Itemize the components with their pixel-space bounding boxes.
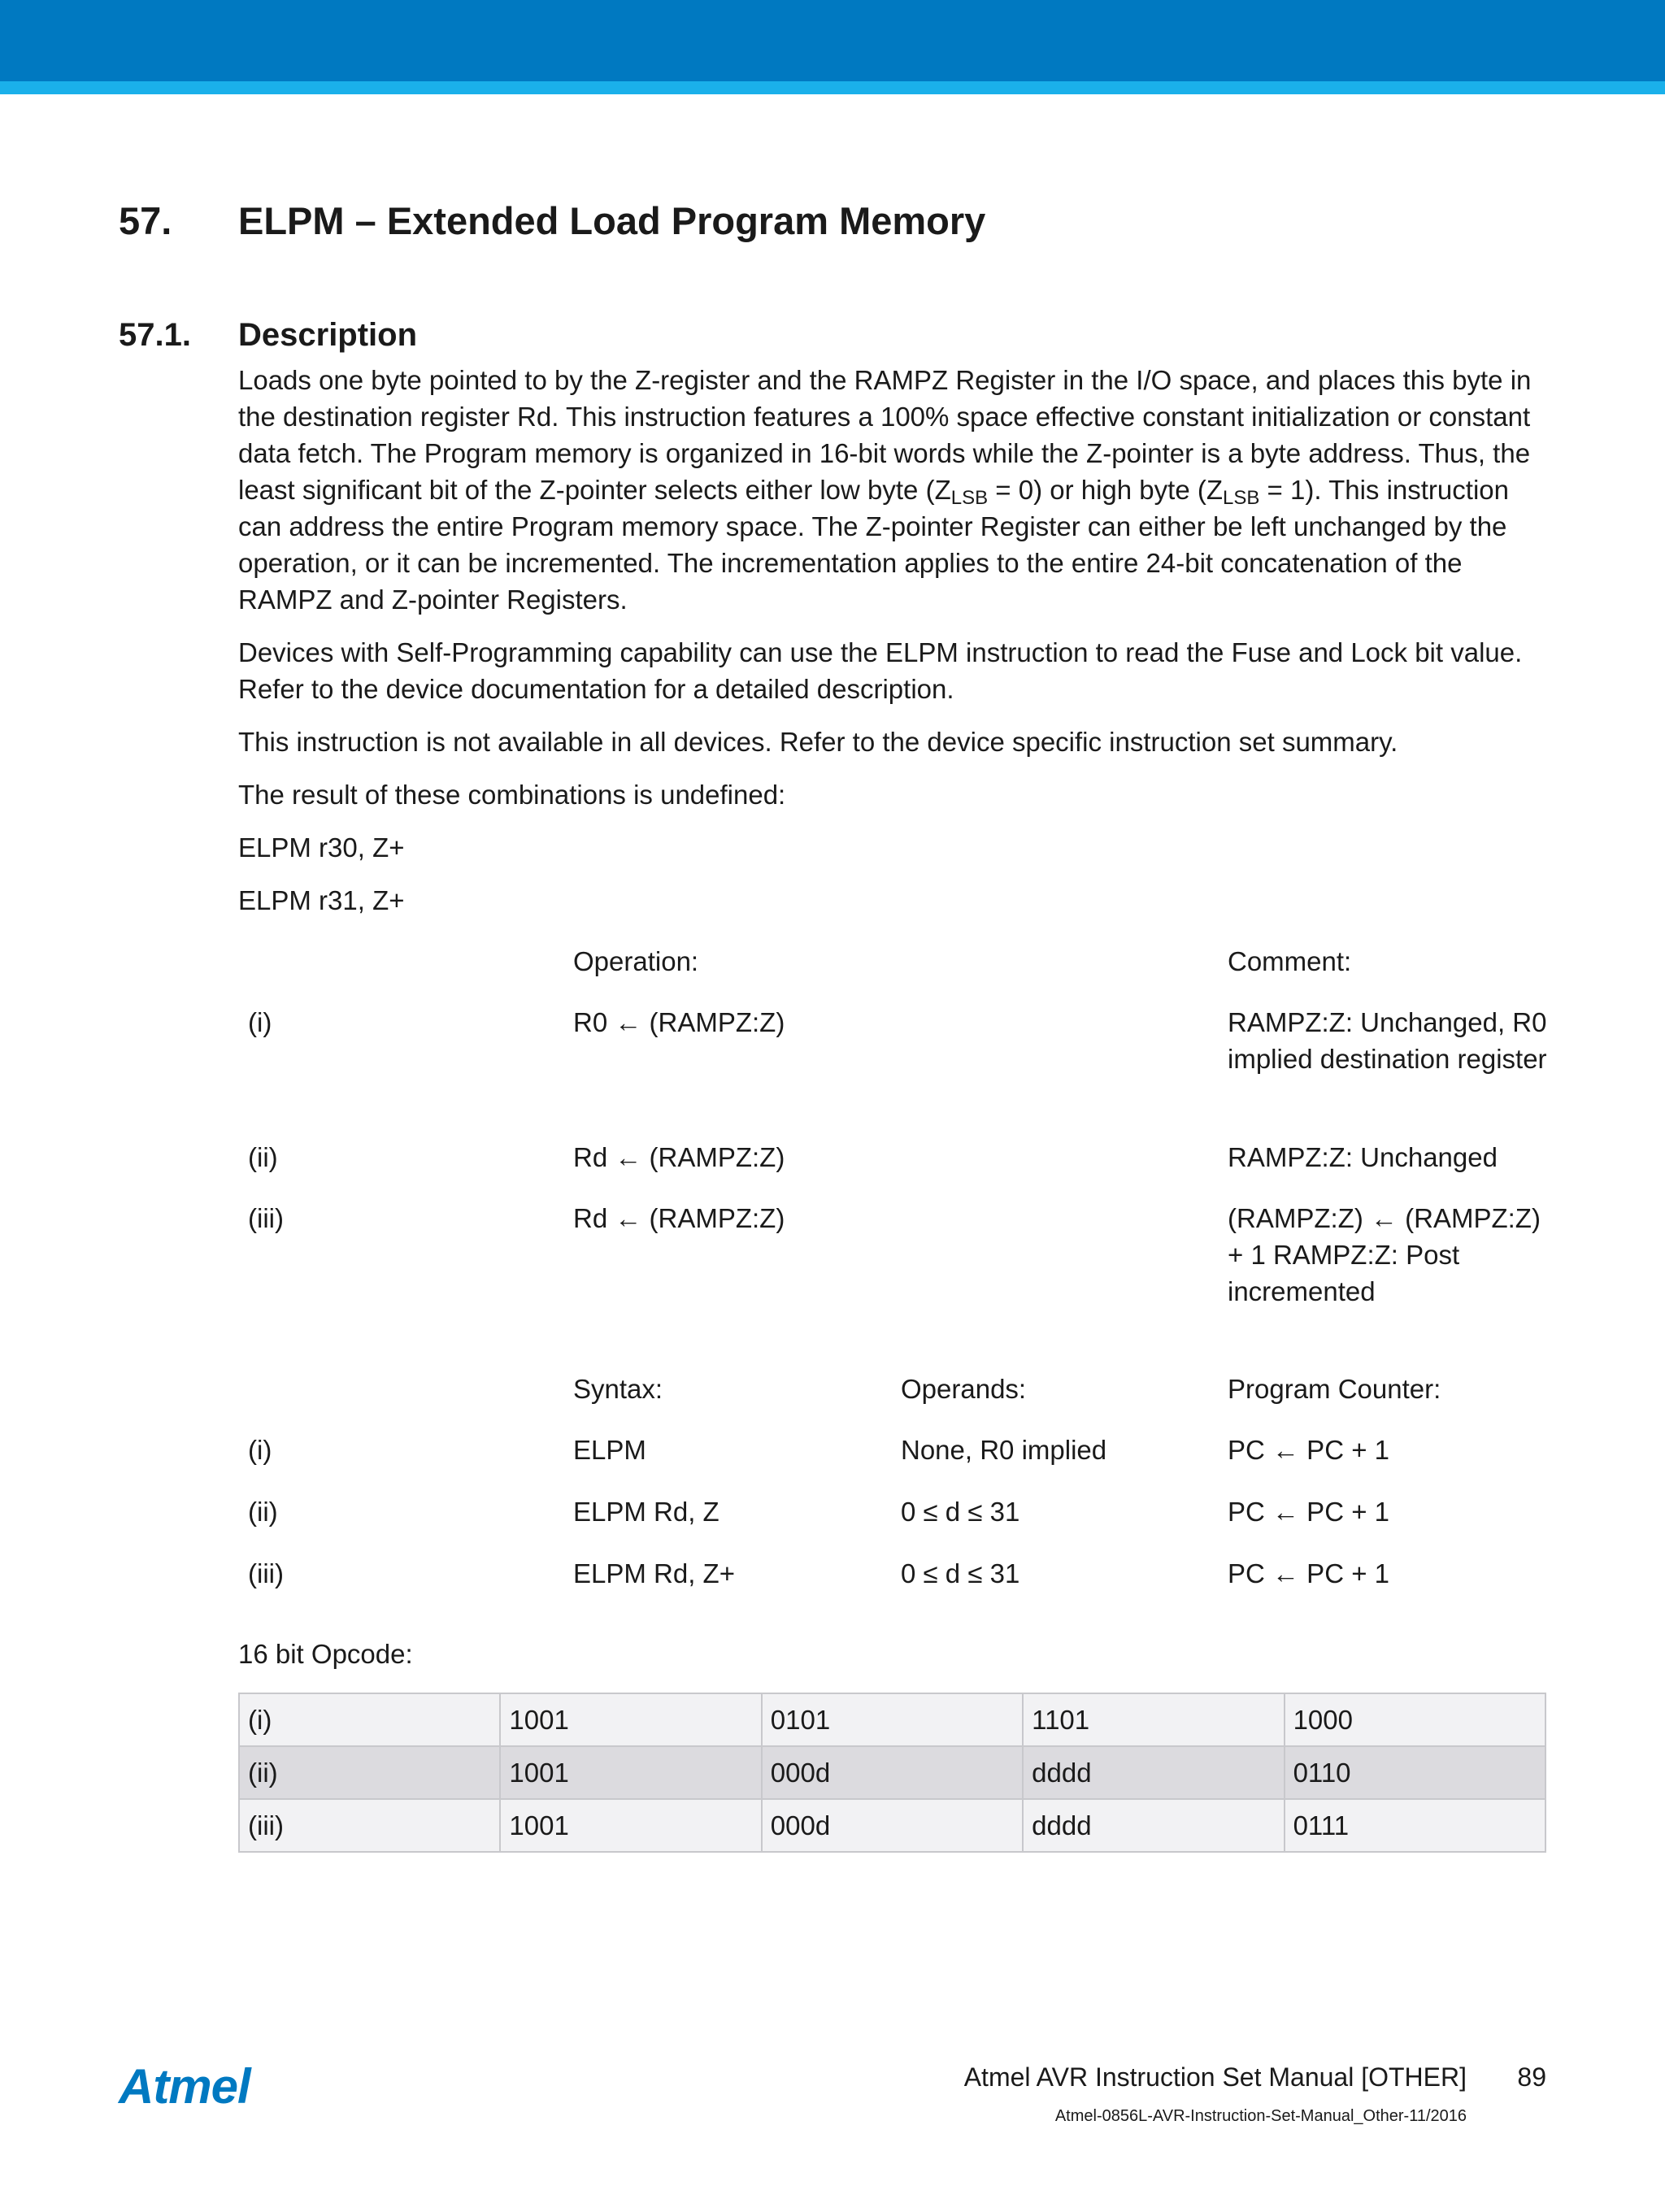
operation-header-row — [238, 943, 1549, 1004]
comment-header: Comment: — [1228, 946, 1352, 976]
syntax-row: (i) ELPM None, R0 implied PC ← PC + 1 — [248, 1435, 1389, 1465]
footer-manual-title: Atmel AVR Instruction Set Manual [OTHER] — [963, 2062, 1467, 2092]
syntax-header: Syntax: — [573, 1374, 663, 1404]
operation-row: (ii) Rd ← (RAMPZ:Z) RAMPZ:Z: Unchanged — [248, 1142, 1498, 1172]
operation-row: (i) R0 ← (RAMPZ:Z) RAMPZ:Z: Unchanged, R0 implied destination register — [248, 1007, 1547, 1074]
header-bar — [0, 0, 1665, 81]
undefined-combination: ELPM r30, Z+ — [238, 832, 405, 863]
program-counter-header: Program Counter: — [1228, 1374, 1441, 1404]
syntax-row: (iii) ELPM Rd, Z+ 0 ≤ d ≤ 31 PC ← PC + 1 — [248, 1558, 1389, 1588]
description-body — [238, 362, 1549, 935]
operation-syntax-block — [238, 943, 1549, 1617]
footer-doc-id: Atmel-0856L-AVR-Instruction-Set-Manual_Other-11/2016 — [1054, 2107, 1467, 2125]
heading-number: 57. — [119, 199, 172, 242]
syntax-row: (ii) ELPM Rd, Z 0 ≤ d ≤ 31 PC ← PC + 1 — [248, 1497, 1389, 1527]
table-row: (iii) 1001 000d dddd 0111 — [239, 1799, 1545, 1852]
syntax-header-row — [238, 1371, 1549, 1432]
undefined-combination: ELPM r31, Z+ — [238, 885, 405, 915]
operands-header: Operands: — [901, 1374, 1027, 1404]
table-row: (ii) 1001 000d dddd 0110 — [239, 1746, 1545, 1799]
description-paragraph: Loads one byte pointed to by the Z-register and the RAMPZ Register in the I/O space, and places this byte in the destination register Rd. This instruction features a 100% space effective constant initialization or constant data fetch. The Program memory is organized in 16-bit words while the Z-pointer is a byte address. Thus, the least significant bit of the Z-pointer selects either low byte $(Z_{LSB} = 0)$ or high byte $(Z_{LSB} = 1)$. This instruction can address the entire Program memory space. The Z-pointer Register can either be left unchanged by the operation, or it can be incremented. The incrementation applies to the entire 24-bit concatenation of the RAMPZ and Z-pointer Registers. — [238, 365, 1532, 615]
description-paragraph: This instruction is not available in all devices. Refer to the device specific instruction set summary. — [238, 727, 1398, 757]
description-paragraph: Devices with Self-Programming capability can use the ELPM instruction to read the Fuse and Lock bit value. Refer to the device documentation for a detailed description. — [238, 637, 1523, 704]
table-row: (i) 1001 0101 1101 1000 — [239, 1693, 1545, 1746]
section-title: Description — [238, 317, 418, 353]
operation-header: Operation: — [573, 946, 699, 976]
atmel-logo: Atmel — [119, 2059, 250, 2114]
section-number: 57.1. — [119, 317, 191, 353]
opcode-table — [238, 1693, 1546, 1853]
description-paragraph: The result of these combinations is undefined: — [238, 780, 786, 810]
page-number: 89 — [1517, 2062, 1546, 2092]
heading-title: ELPM – Extended Load Program Memory — [238, 199, 986, 242]
opcode-label: 16 bit Opcode: — [238, 1639, 413, 1669]
operation-row: (iii) Rd ← (RAMPZ:Z) (RAMPZ:Z) ← (RAMPZ:Z) + 1 RAMPZ:Z: Post incremented — [248, 1203, 1541, 1306]
header-stripe — [0, 81, 1665, 94]
